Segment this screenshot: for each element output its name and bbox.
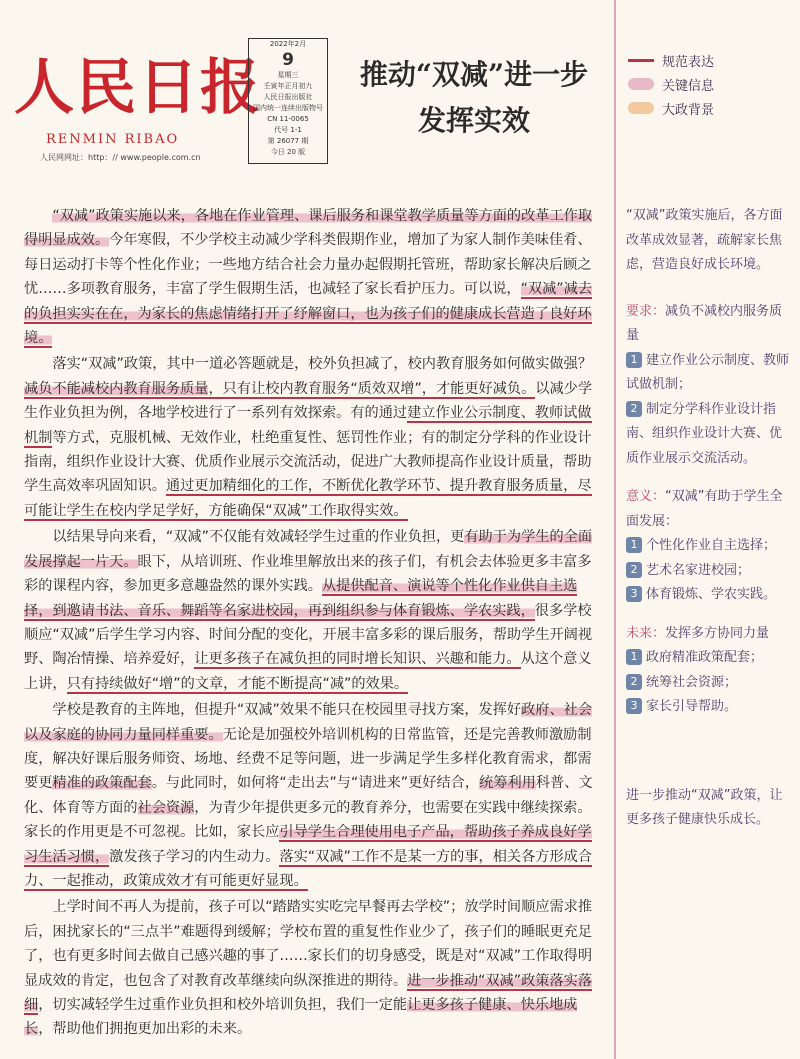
text-segment: 落实“双减”政策，其中一道必答题就是，校外负担减了，校内教育服务如何做实做强？ [52,356,593,373]
margin-divider [614,0,616,1059]
note-item [626,398,794,472]
note-item [626,671,794,696]
note-text: “双减”有助于学生全面发展： [626,489,783,529]
note-text: 发挥多方协同力量 [665,625,770,641]
article-paragraph-1 [24,204,602,350]
pink-highlight-swatch [628,78,654,90]
newspaper-logo-latin: RENMIN RIBAO [46,132,180,147]
note-summary: “双减”政策实施后，各方面改革成效显著，疏解家长焦虑，营造良好成长环境。 [626,208,783,272]
date-lunar: 壬寅年正月初九 [263,82,313,90]
note-item-text: 体育锻炼、学农实践。 [646,587,777,602]
note-item-text: 艺术名家进校园； [646,562,751,578]
annotated-text-segment: 精准的政策配套 [52,775,152,792]
note-item-text: 制定分学科作业设计指南、组织作业设计大赛、优质作业展示交流活动。 [626,401,783,466]
legend-item [628,96,798,120]
note-item-text: 个性化作业自主选择； [646,538,777,553]
note-closing: 进一步推动“双减”政策，让更多孩子健康快乐成长。 [626,787,783,827]
text-segment: 以结果导向来看，“双减”不仅能有效减轻学生过重的作业负担，更 [52,529,465,546]
annotated-text-segment: 政府、社会以及家庭的协同力量同样重要。 [24,702,593,743]
annotated-text-segment: 落实“双减”工作不是某一方的事，相关各方形成合力、一起推动，政策成效才有可能更好显现。 [24,848,593,889]
legend-item [628,48,798,72]
newspaper-website: 人民网网址：http：// www.people.com.cn [40,153,201,162]
date-issue: 第 26077 期 [267,137,309,145]
newspaper-logo: 人民日报 [14,53,262,123]
note-item-text: 政府精准政策配套； [646,650,764,665]
text-segment: ，帮助他们拥抱更加出彩的未来。 [38,1021,252,1038]
annotated-text-segment: 减负不能减校内教育服务质量 [24,380,209,397]
text-segment: 。与此同时，如何将“走出去”与“请进来”更好结合， [151,775,480,792]
note-item [626,695,794,720]
annotated-text-segment: 让更多孩子健康、快乐地成长 [24,997,578,1038]
number-badge-icon: 3 [626,586,642,602]
note-text: 减负不减校内服务质量 [626,303,783,343]
date-day: 9 [282,50,294,70]
annotated-text-segment: 社会资源 [137,799,195,816]
legend-label: 规范表达 [662,54,715,70]
date-box [248,38,328,164]
annotated-text-segment: 统筹利用 [479,775,536,792]
text-segment: ，为青少年提供更多元的教育养分，也需要在实践中继续探索。家长的作用更是不可忽视。比如，家长应 [24,799,592,841]
date-code: 代号 1-1 [274,126,302,134]
annotated-text-segment: 进一步推动“双减”政策落实落细 [24,972,593,1013]
annotated-text-segment: “双减”政策实施以来， [52,208,195,224]
article-paragraph-5 [24,895,602,1041]
annotated-text-segment: 通过更加精细化的工作，不断优化教学环节、提升教育服务质量，尽可能让学生在校内学足学好，方能确保“双减”工作取得实效。 [24,478,592,519]
annotated-text-segment: “双减”减去的负担实实在在，为家长的焦虑情绪打开了纾解窗口，也为孩子们的健康成长营造了良好环境。 [24,281,593,347]
note-item-text: 建立作业公示制度、教师试做机制； [626,352,790,392]
annotation-legend [628,48,798,120]
date-issn-label: 国内统一连续出版物号 [253,104,323,112]
note-requirement [626,300,794,472]
note-label: 未来： [626,625,666,641]
underline-swatch [628,59,654,62]
number-badge-icon: 2 [626,562,642,578]
text-segment: 眼下，从培训班、作业堆里解放出来的孩子们，有机会去体验更多丰富多彩的课程内容，参加更多意趣盎然的课外实践。 [24,553,592,595]
number-badge-icon: 2 [626,401,642,417]
legend-label: 关键信息 [662,78,715,94]
legend-label: 大政背景 [662,102,715,118]
note-label: 要求： [626,303,666,319]
annotated-text-segment: 只有持续做好“增”的文章，才能不断提高“减”的效果。 [66,675,409,692]
headline-line-2: 发挥实效 [417,104,530,137]
article-paragraph-3 [24,525,602,696]
headline-line-1: 推动“双减”进一步 [359,58,589,91]
number-badge-icon: 2 [626,674,642,690]
margin-notes [626,204,794,843]
number-badge-icon: 1 [626,649,642,665]
article-body [24,204,602,1044]
note-future [626,622,794,720]
note-item-text: 家长引导帮助。 [646,699,738,714]
text-segment: 科普、文化、体育等方面的 [24,775,593,816]
date-issn: CN 11-0065 [267,115,309,123]
annotated-text-segment: 有助于为学生的全面发展撑起一片天。 [24,529,593,570]
text-segment: 从这个意义上讲， [24,651,592,692]
annotated-text-segment: 建立作业公示制度、教师试做机制 [24,405,592,446]
number-badge-icon: 3 [626,698,642,714]
note-label: 意义： [626,489,666,504]
legend-item [628,72,798,96]
annotated-text-segment: 各地在作业管理、课后服务和课堂教学质量等方面的改革工作取得明显成效。 [24,208,593,249]
note-meaning [626,485,794,608]
text-segment: 学校是教育的主阵地，但提升“双减”效果不能只在校园里寻找方案，发挥好 [52,702,522,719]
text-segment: ，切实减轻学生过重作业负担和校外培训负担，我们一定能 [38,997,408,1013]
number-badge-icon: 1 [626,352,642,368]
note-item [626,583,794,608]
orange-highlight-swatch [628,102,654,114]
date-pages: 今日 20 版 [270,148,306,156]
article-paragraph-2 [24,352,602,523]
article-headline [334,52,614,144]
note-item [626,349,794,398]
note-item [626,559,794,584]
note-item [626,646,794,671]
text-segment: 以减少学生作业负担为例，各地学校进行了一系列有效探索。有的通过 [24,380,593,422]
text-segment: 很多学校顺应“双减”后学生学习内容、时间分配的变化，开展丰富多彩的课后服务，帮助学生开阔视野、陶冶情操、培养爱好， [24,602,593,668]
date-year-month: 2022年2月 [269,40,307,48]
text-segment: 上学时间不再人为提前，孩子可以“踏踏实实吃完早餐再去学校”；放学时间顺应需求推后，困扰家长的“三点半”难题得到缓解；学校布置的重复性作业少了，孩子们的睡眠更充足了，也有更多时间去做自己感兴趣的事了……家长们的切身感受，既是对“双减”工作取得明显成效的肯定，也包含了对教育改革继续向纵深推进的期待。 [24,899,593,989]
date-weekday: 星期三 [277,71,299,79]
text-segment: 等方式，克服机械、无效作业，杜绝重复性、惩罚性作业；有的制定分学科的作业设计指南，组织作业设计大赛、优质作业展示交流活动，促进广大教师提高作业设计质量，帮助学生高效率巩固知识。 [24,429,592,495]
annotated-text-segment: 让更多孩子在减负担的同时增长知识、兴趣和能力。 [194,651,521,668]
text-segment: 今年寒假，不少学校主动减少学科类假期作业，增加了为家人制作美味佳肴、每日运动打卡等个性化作业；一些地方结合社会力量办起假期托管班，帮助家长解决后顾之忧……多项教育服务，丰富了学生假期生活，也减轻了家长看护压力。可以说， [24,232,592,298]
annotated-text-segment: ，只有让校内教育服务“质效双增”，才能更好减负。 [208,380,536,397]
note-item-text: 统筹社会资源； [646,674,738,690]
article-paragraph-4 [24,698,602,893]
annotated-text-segment: 引导学生合理使用电子产品，帮助孩子养成良好学习生活习惯， [24,824,592,865]
date-publisher: 人民日报出版社 [263,93,313,101]
text-segment: 激发孩子学习的内生动力。 [109,848,280,865]
annotated-text-segment: 从提供配音、演说等个性化作业供自主选择，到邀请书法、音乐、舞蹈等名家进校园，再到组织参与体育锻炼、学农实践， [24,578,578,619]
text-segment: 无论是加强校外培训机构的日常监管，还是完善教师激励制度，解决好课后服务师资、场地、经费不足等问题，进一步满足学生多样化教育需求，都需要更 [24,726,592,792]
number-badge-icon: 1 [626,537,642,553]
note-item [626,534,794,559]
